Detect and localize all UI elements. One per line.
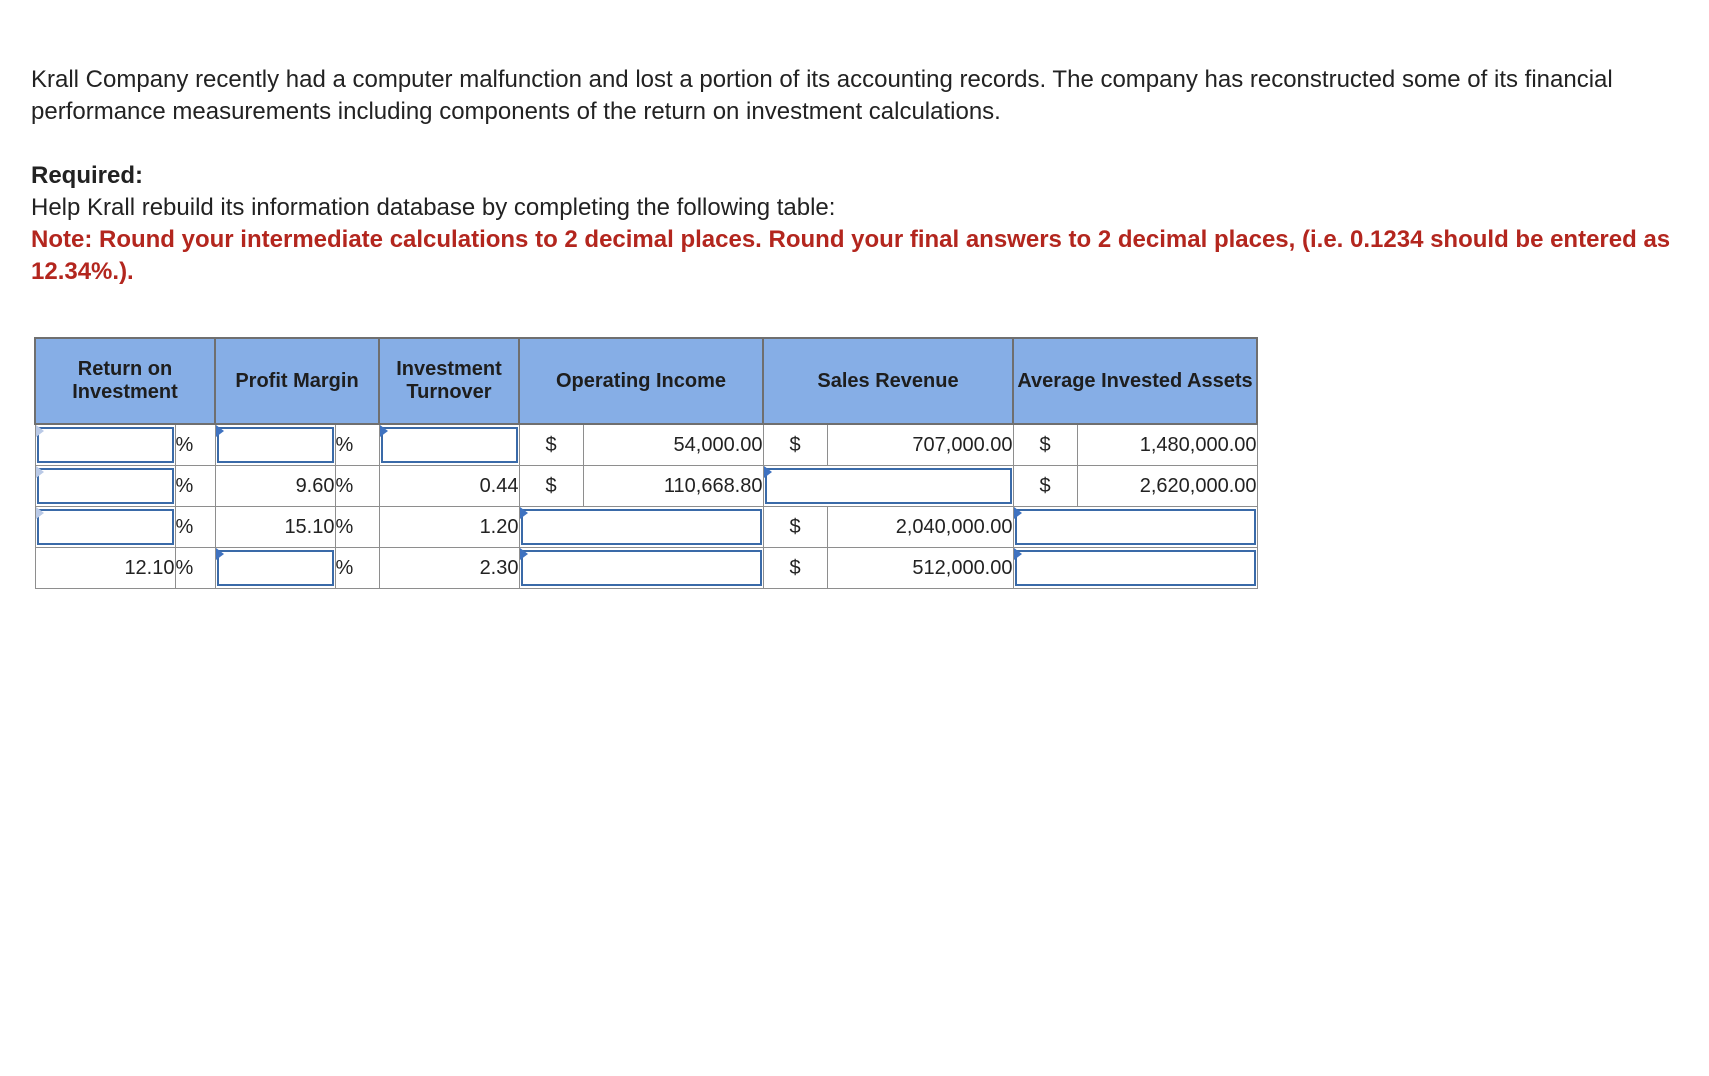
roi-unit: % (175, 507, 215, 548)
avg-assets-input[interactable] (1015, 550, 1256, 586)
avg-assets-value: 2,620,000.00 (1077, 466, 1257, 507)
header-average-invested-assets: Average Invested Assets (1013, 338, 1257, 424)
input-marker-icon (1014, 507, 1022, 519)
operating-income-input[interactable] (521, 550, 762, 586)
table-header-row (35, 338, 1257, 424)
required-heading: Required: (31, 162, 144, 189)
profit-margin-unit: % (335, 424, 379, 466)
avg-assets-input-cell[interactable] (1013, 548, 1257, 589)
sales-revenue-input[interactable] (765, 468, 1012, 504)
table-row (35, 507, 1257, 548)
rounding-note: Note: Round your intermediate calculations to 2 decimal places. Round your final answers to 2 decimal places, (i.e. 0.1234 should be entered as 12.34%.). (31, 226, 1671, 285)
table-row (35, 466, 1257, 507)
turnover-value: 1.20 (379, 507, 519, 548)
sales-revenue-currency: $ (763, 424, 827, 466)
avg-assets-currency: $ (1013, 424, 1077, 466)
header-roi: Return on Investment (35, 338, 215, 424)
profit-margin-unit: % (335, 507, 379, 548)
profit-margin-input[interactable] (217, 427, 334, 463)
profit-margin-input-cell[interactable] (215, 548, 335, 589)
operating-income-input-cell[interactable] (519, 507, 763, 548)
roi-input[interactable] (37, 509, 174, 545)
input-marker-icon (36, 507, 44, 519)
avg-assets-value: 1,480,000.00 (1077, 424, 1257, 466)
roi-input-cell[interactable] (35, 466, 175, 507)
roi-table (34, 337, 1258, 589)
sales-revenue-value: 2,040,000.00 (827, 507, 1013, 548)
profit-margin-input[interactable] (217, 550, 334, 586)
header-operating-income: Operating Income (519, 338, 763, 424)
roi-input[interactable] (37, 468, 174, 504)
roi-input[interactable] (37, 427, 174, 463)
sales-revenue-value: 707,000.00 (827, 424, 1013, 466)
header-sales-revenue: Sales Revenue (763, 338, 1013, 424)
avg-assets-input-cell[interactable] (1013, 507, 1257, 548)
operating-income-value: 110,668.80 (583, 466, 763, 507)
turnover-input[interactable] (381, 427, 518, 463)
instruction-text: Help Krall rebuild its information database by completing the following table: (31, 194, 836, 221)
input-marker-icon (216, 425, 224, 437)
sales-revenue-input-cell[interactable] (763, 466, 1013, 507)
sales-revenue-currency: $ (763, 507, 827, 548)
operating-income-currency: $ (519, 424, 583, 466)
profit-margin-value: 9.60 (215, 466, 335, 507)
input-marker-icon (36, 466, 44, 478)
operating-income-value: 54,000.00 (583, 424, 763, 466)
input-marker-icon (520, 507, 528, 519)
turnover-input-cell[interactable] (379, 424, 519, 466)
profit-margin-unit: % (335, 548, 379, 589)
turnover-value: 0.44 (379, 466, 519, 507)
table-row (35, 548, 1257, 589)
table-row (35, 424, 1257, 466)
roi-unit: % (175, 424, 215, 466)
header-profit-margin: Profit Margin (215, 338, 379, 424)
input-marker-icon (380, 425, 388, 437)
profit-margin-unit: % (335, 466, 379, 507)
problem-intro: Krall Company recently had a computer malfunction and lost a portion of its accounting records. The company has reconstructed some of its financial performance measurements including components of the return on investment calculations. (31, 66, 1613, 125)
input-marker-icon (36, 425, 44, 437)
roi-value: 12.10 (35, 548, 175, 589)
roi-input-cell[interactable] (35, 424, 175, 466)
input-marker-icon (764, 466, 772, 478)
sales-revenue-currency: $ (763, 548, 827, 589)
roi-unit: % (175, 548, 215, 589)
turnover-value: 2.30 (379, 548, 519, 589)
header-investment-turnover: Investment Turnover (379, 338, 519, 424)
operating-income-currency: $ (519, 466, 583, 507)
sales-revenue-value: 512,000.00 (827, 548, 1013, 589)
problem-statement (31, 64, 1671, 288)
roi-input-cell[interactable] (35, 507, 175, 548)
operating-income-input-cell[interactable] (519, 548, 763, 589)
input-marker-icon (520, 548, 528, 560)
profit-margin-input-cell[interactable] (215, 424, 335, 466)
roi-unit: % (175, 466, 215, 507)
input-marker-icon (216, 548, 224, 560)
avg-assets-currency: $ (1013, 466, 1077, 507)
profit-margin-value: 15.10 (215, 507, 335, 548)
avg-assets-input[interactable] (1015, 509, 1256, 545)
operating-income-input[interactable] (521, 509, 762, 545)
input-marker-icon (1014, 548, 1022, 560)
